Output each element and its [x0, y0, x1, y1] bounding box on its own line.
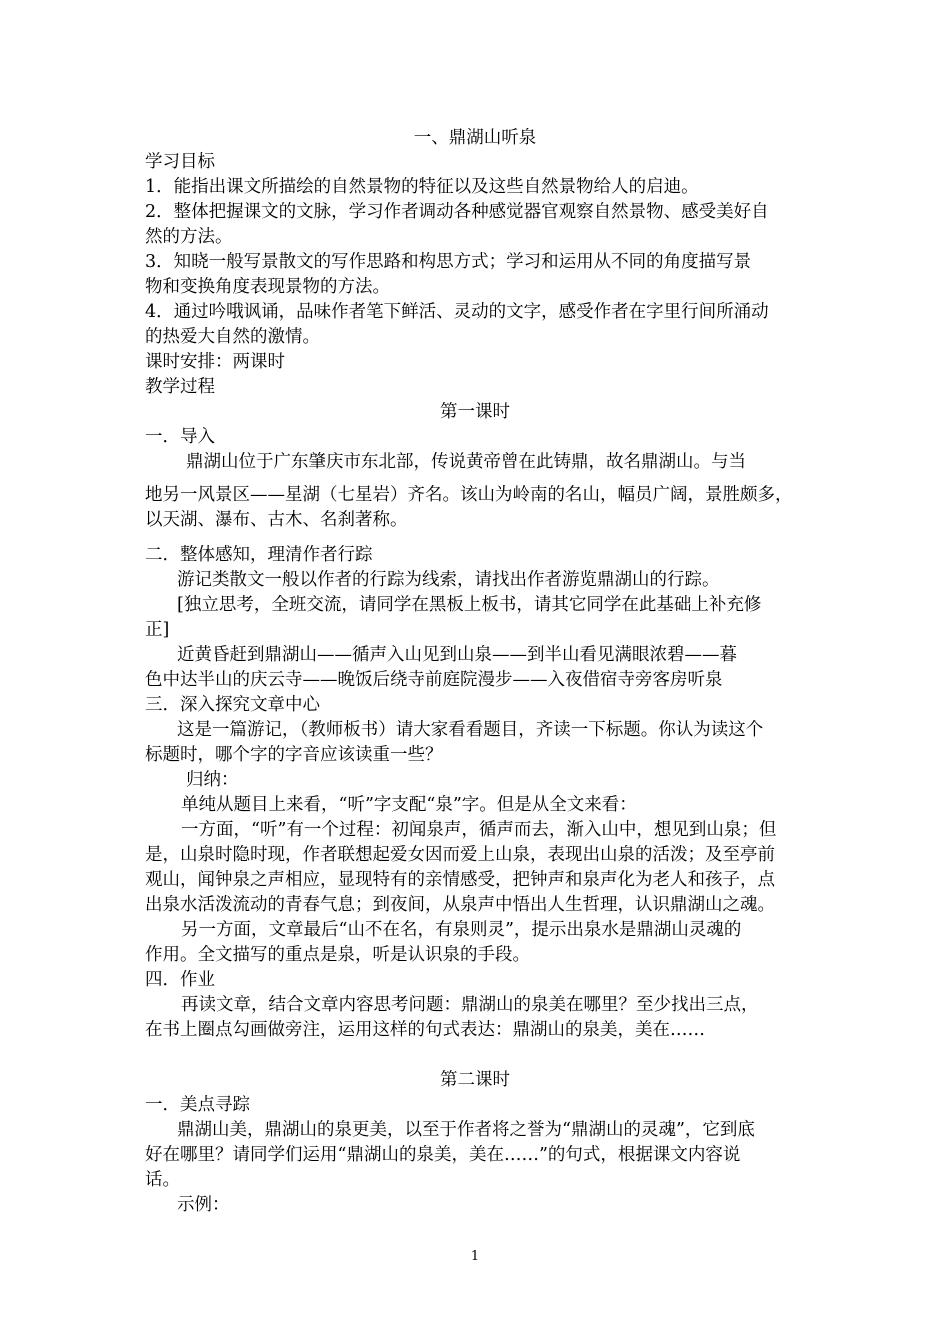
paragraph-line: [独立思考，全班交流，请同学在黑板上板书，请其它同学在此基础上补充修 — [177, 595, 762, 615]
paragraph-line: 归纳： — [186, 770, 239, 790]
objectives-heading: 学习目标 — [145, 152, 215, 172]
page-title: 一、鼎湖山听泉 — [413, 128, 537, 148]
paragraph-line: 正] — [145, 620, 170, 640]
paragraph-line: 标题时，哪个字的字音应该读重一些？ — [145, 745, 443, 765]
paragraph-line: 鼎湖山美，鼎湖山的泉更美，以至于作者将之誉为“鼎湖山的灵魂”，它到底 — [177, 1120, 755, 1140]
section-heading: 二．整体感知，理清作者行踪 — [145, 545, 373, 565]
page-number: 1 — [470, 1249, 480, 1264]
section-heading: 一．导入 — [145, 427, 215, 447]
schedule-text: 课时安排：两课时 — [145, 352, 285, 372]
paragraph-line: 在书上圈点勾画做旁注，运用这样的句式表达：鼎湖山的泉美，美在…… — [145, 1020, 705, 1040]
paragraph-line: 这是一篇游记，（教师板书）请大家看看题目，齐读一下标题。你认为读这个 — [177, 720, 764, 740]
objective-line: 物和变换角度表现景物的方法。 — [145, 277, 390, 297]
objective-line: 的热爱大自然的激情。 — [145, 327, 320, 347]
objective-line: 1．能指出课文所描绘的自然景物的特征以及这些自然景物给人的启迪。 — [145, 177, 699, 197]
paragraph-line: 再读文章，结合文章内容思考问题：鼎湖山的泉美在哪里？至少找出三点， — [181, 995, 759, 1015]
objective-line: 2．整体把握课文的文脉，学习作者调动各种感觉器官观察自然景物、感受美好自 — [145, 202, 769, 222]
process-heading: 教学过程 — [145, 377, 215, 397]
paragraph-line: 近黄昏赶到鼎湖山——循声入山见到山泉——到半山看见满眼浓碧——暮 — [177, 645, 737, 665]
paragraph-line: 一方面，“听”有一个过程：初闻泉声，循声而去，渐入山中，想见到山泉；但 — [181, 820, 777, 840]
paragraph-line: 单纯从题目上来看，“听”字支配“泉”字。但是从全文来看： — [181, 795, 637, 815]
paragraph-line: 观山，闻钟泉之声相应，显现特有的亲情感受，把钟声和泉声化为老人和孩子，点 — [145, 870, 775, 890]
objective-line: 然的方法。 — [145, 227, 233, 247]
paragraph-line: 另一方面，文章最后“山不在名，有泉则灵”，提示出泉水是鼎湖山灵魂的 — [181, 920, 742, 940]
objective-line: 4．通过吟哦讽诵，品味作者笔下鲜活、灵动的文字，感受作者在字里行间所涌动 — [145, 302, 769, 322]
paragraph-line: 以天湖、瀑布、古木、名刹著称。 — [145, 510, 408, 530]
paragraph-line: 游记类散文一般以作者的行踪为线索，请找出作者游览鼎湖山的行踪。 — [177, 570, 720, 590]
paragraph-line: 示例： — [177, 1195, 230, 1215]
paragraph-line: 话。 — [145, 1170, 180, 1190]
section-heading: 三．深入探究文章中心 — [145, 695, 320, 715]
paragraph-line: 色中达半山的庆云寺——晚饭后绕寺前庭院漫步——入夜借宿寺旁客房听泉 — [145, 670, 723, 690]
paragraph-line: 出泉水活泼流动的青春气息；到夜间，从泉声中悟出人生哲理，认识鼎湖山之魂。 — [145, 895, 775, 915]
paragraph-line: 好在哪里？请同学们运用“鼎湖山的泉美，美在……”的句式，根据课文内容说 — [145, 1145, 741, 1165]
objective-line: 3．知晓一般写景散文的写作思路和构思方式；学习和运用从不同的角度描写景 — [145, 252, 752, 272]
paragraph-line: 地另一风景区——星湖（七星岩）齐名。该山为岭南的名山，幅员广阔，景胜颇多， — [145, 485, 793, 505]
section-heading: 四．作业 — [145, 970, 215, 990]
lesson2-heading: 第二课时 — [440, 1070, 510, 1090]
section-heading: 一．美点寻踪 — [145, 1095, 250, 1115]
lesson1-heading: 第一课时 — [440, 402, 510, 422]
paragraph-line: 鼎湖山位于广东肇庆市东北部，传说黄帝曾在此铸鼎，故名鼎湖山。与当 — [186, 452, 746, 472]
paragraph-line: 作用。全文描写的重点是泉，听是认识泉的手段。 — [145, 945, 530, 965]
paragraph-line: 是，山泉时隐时现，作者联想起爱女因而爱上山泉，表现出山泉的活泼；及至亭前 — [145, 845, 775, 865]
